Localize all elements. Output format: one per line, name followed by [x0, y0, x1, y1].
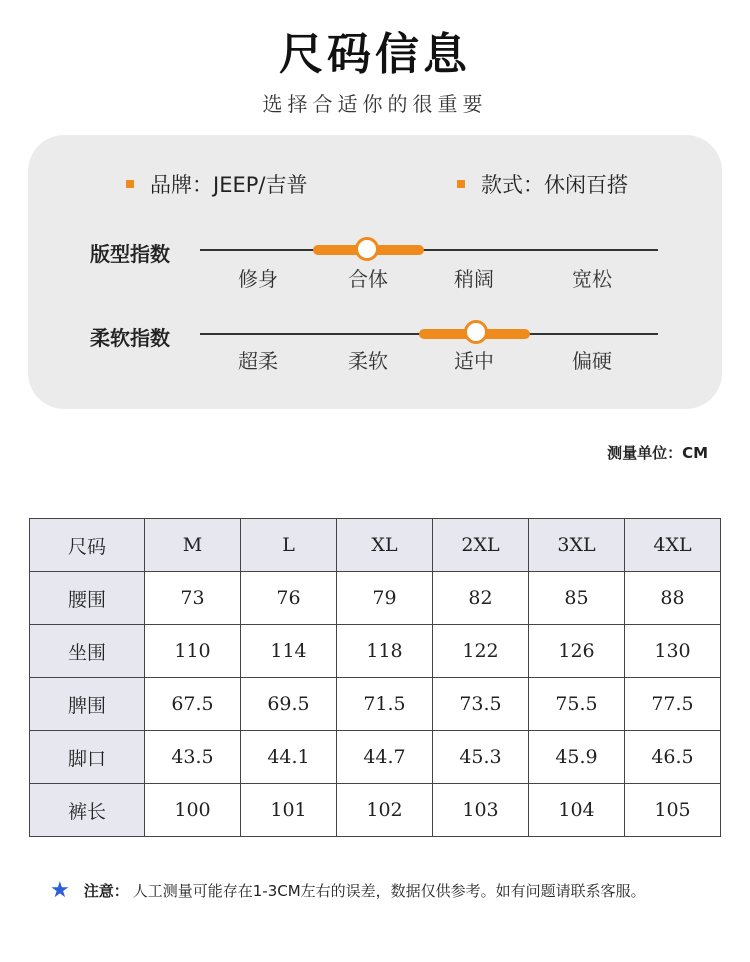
- page-title: 尺码信息: [279, 29, 471, 80]
- brand-info: [126, 169, 307, 199]
- note-text: 人工测量可能存在1-3CM左右的误差，数据仅供参考。如有问题请联系客服。: [132, 882, 646, 900]
- table-row-label: 坐围: [30, 625, 145, 678]
- fit-scale-label: 版型指数: [90, 242, 170, 266]
- table-cell: 118: [337, 625, 433, 678]
- table-row: [30, 678, 721, 731]
- table-row-label: 腰围: [30, 572, 145, 625]
- style-text: 款式：休闲百搭: [481, 173, 628, 197]
- table-cell: 122: [433, 625, 529, 678]
- table-header-cell: XL: [337, 519, 433, 572]
- fit-option: 合体: [348, 267, 388, 291]
- table-cell: 75.5: [529, 678, 625, 731]
- softness-option: 柔软: [348, 349, 388, 373]
- table-cell: 85: [529, 572, 625, 625]
- table-cell: 105: [625, 784, 721, 837]
- star-icon: ★: [50, 878, 70, 903]
- table-row-label: 脾围: [30, 678, 145, 731]
- table-row: [30, 731, 721, 784]
- table-cell: 126: [529, 625, 625, 678]
- softness-option: 适中: [454, 349, 494, 373]
- table-row-label: 裤长: [30, 784, 145, 837]
- table-cell: 88: [625, 572, 721, 625]
- table-cell: 102: [337, 784, 433, 837]
- table-cell: 130: [625, 625, 721, 678]
- measurement-note: [50, 878, 646, 903]
- fit-option: 宽松: [572, 267, 612, 291]
- fit-option: 修身: [238, 267, 278, 291]
- table-cell: 71.5: [337, 678, 433, 731]
- table-header-cell: 尺码: [30, 519, 145, 572]
- table-cell: 44.7: [337, 731, 433, 784]
- table-row-label: 脚口: [30, 731, 145, 784]
- table-cell: 101: [241, 784, 337, 837]
- table-cell: 104: [529, 784, 625, 837]
- table-cell: 77.5: [625, 678, 721, 731]
- table-cell: 46.5: [625, 731, 721, 784]
- measurement-unit: 测量单位：CM: [607, 444, 708, 462]
- table-row: [30, 572, 721, 625]
- softness-option: 偏硬: [572, 349, 612, 373]
- table-cell: 82: [433, 572, 529, 625]
- fit-option: 稍阔: [454, 267, 494, 291]
- table-cell: 69.5: [241, 678, 337, 731]
- table-header-row: [30, 519, 721, 572]
- fit-scale-track: [200, 249, 658, 251]
- table-cell: 103: [433, 784, 529, 837]
- table-header-cell: 3XL: [529, 519, 625, 572]
- style-info: [457, 169, 628, 199]
- table-header-cell: 2XL: [433, 519, 529, 572]
- table-cell: 114: [241, 625, 337, 678]
- table-cell: 110: [145, 625, 241, 678]
- softness-scale-knob: [464, 320, 488, 344]
- table-cell: 100: [145, 784, 241, 837]
- table-cell: 67.5: [145, 678, 241, 731]
- bullet-icon: [126, 180, 134, 188]
- table-cell: 79: [337, 572, 433, 625]
- page-subtitle: 选择合适你的很重要: [262, 92, 488, 116]
- table-cell: 45.3: [433, 731, 529, 784]
- softness-option: 超柔: [238, 349, 278, 373]
- fit-scale-knob: [355, 237, 379, 261]
- table-header-cell: M: [145, 519, 241, 572]
- table-cell: 45.9: [529, 731, 625, 784]
- table-cell: 44.1: [241, 731, 337, 784]
- softness-scale-label: 柔软指数: [90, 326, 170, 350]
- note-label: 注意：: [83, 882, 129, 900]
- bullet-icon: [457, 180, 465, 188]
- table-cell: 76: [241, 572, 337, 625]
- table-cell: 73.5: [433, 678, 529, 731]
- table-header-cell: L: [241, 519, 337, 572]
- brand-text: 品牌：JEEP/吉普: [150, 173, 308, 197]
- table-header-cell: 4XL: [625, 519, 721, 572]
- table-cell: 43.5: [145, 731, 241, 784]
- size-table: [29, 518, 721, 837]
- table-row: [30, 784, 721, 837]
- table-cell: 73: [145, 572, 241, 625]
- table-row: [30, 625, 721, 678]
